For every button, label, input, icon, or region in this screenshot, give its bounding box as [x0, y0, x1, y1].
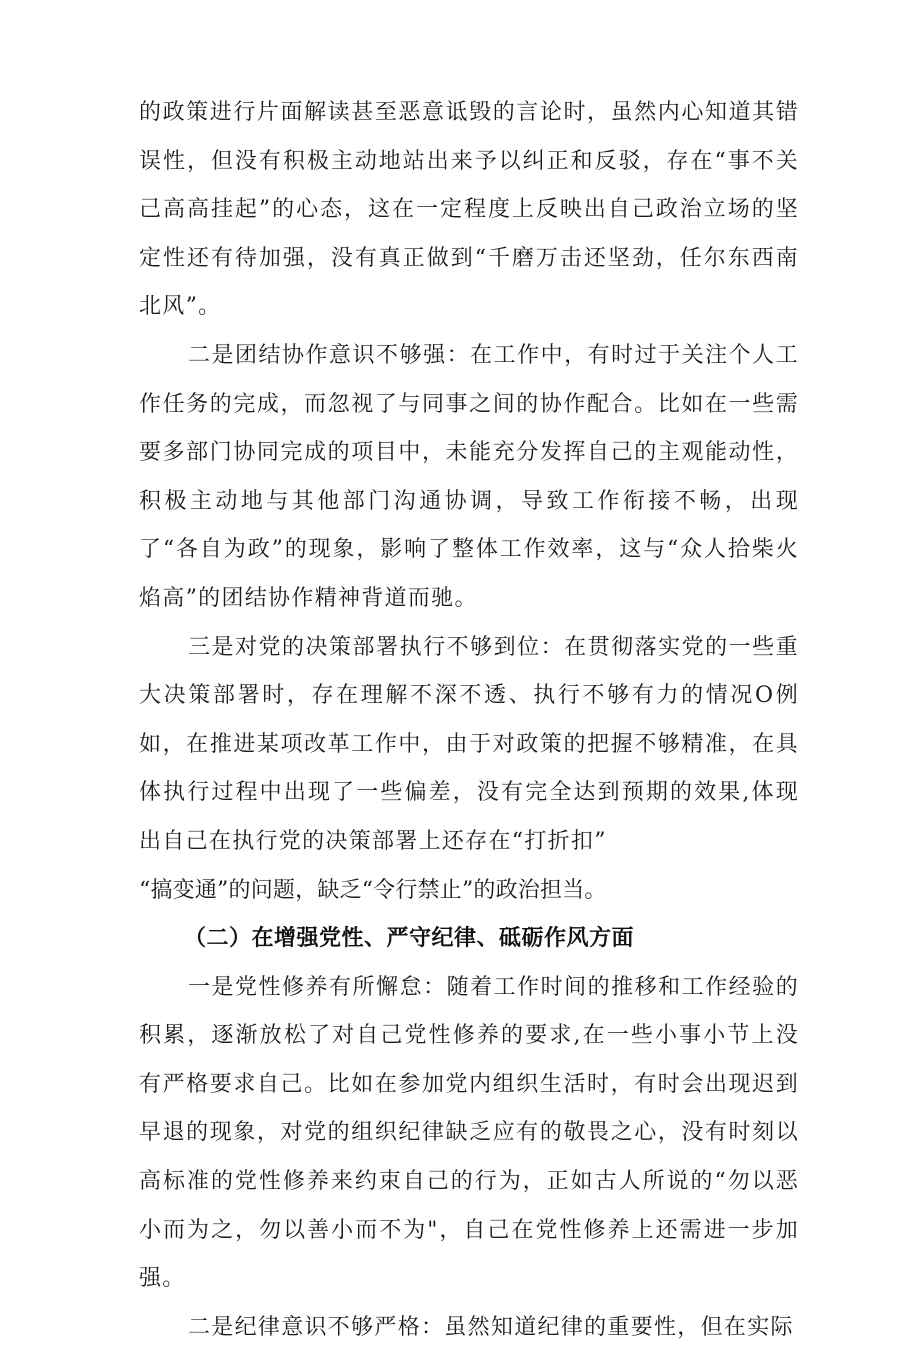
paragraph-continuation: 的政策进行片面解读甚至恶意诋毁的言论时，虽然内心知道其错误性，但没有积极主动地站出来予以纠正和反驳，存在“事不关己高高挂起”的心态，这在一定程度上反映出自己政治立场的坚定性还有待加强，没有真正做到“千磨万击还坚劲，任尔东西南北风”。: [139, 100, 799, 320]
paragraph-discipline: 二是纪律意识不够严格：虽然知道纪律的重要性，但在实际: [188, 1314, 794, 1340]
paragraph-policy-execution-end: “搞变通”的问题，缺乏“令行禁止”的政治担当。: [139, 877, 607, 903]
paragraph-teamwork: 二是团结协作意识不够强：在工作中，有时过于关注个人工作任务的完成，而忽视了与同事之间的协作配合。比如在一些需要多部门协同完成的项目中，未能充分发挥自己的主观能动性，积极主动地与其他部门沟通协调，导致工作衔接不畅，出现了“各自为政”的现象，影响了整体工作效率，这与“众人拾柴火焰高”的团结协作精神背道而驰。: [139, 342, 799, 611]
document-body: [139, 89, 799, 1352]
section-heading: （二）在增强党性、严守纪律、砥砺作风方面: [184, 926, 635, 952]
paragraph-policy-execution: 三是对党的决策部署执行不够到位：在贯彻落实党的一些重大决策部署时，存在理解不深不透、执行不够有力的情况O例如，在推进某项改革工作中，由于对政策的把握不够精准，在具体执行过程中出现了一些偏差，没有完全达到预期的效果,体现出自己在执行党的决策部署上还存在“打折扣”: [139, 634, 799, 854]
paragraph-party-cultivation: 一是党性修养有所懈怠：随着工作时间的推移和工作经验的积累，逐渐放松了对自己党性修养的要求,在一些小事小节上没有严格要求自己。比如在参加党内组织生活时，有时会出现迟到早退的现象，对党的组织纪律缺乏应有的敬畏之心，没有时刻以高标准的党性修养来约束自己的行为，正如古人所说的“勿以恶小而为之，勿以善小而不为"，自己在党性修养上还需进一步加强。: [139, 974, 799, 1292]
